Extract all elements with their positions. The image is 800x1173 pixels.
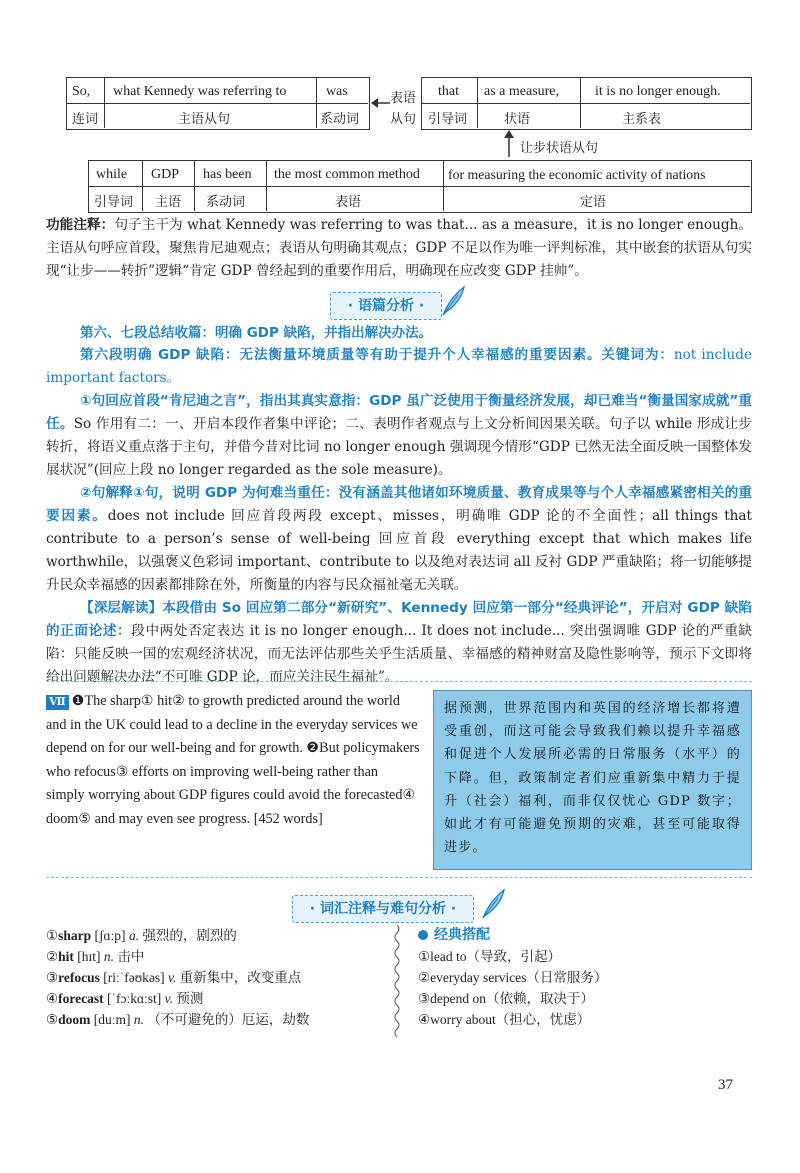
- collocation-item: ③depend on（依赖，取决于）: [418, 991, 594, 1006]
- diagram-role: 主系表: [622, 112, 662, 127]
- deep-reading-text: 段中两处否定表达 it is no longer enough... It does not include... 突出强调唯 GDP 论的严重缺陷：只能反映一国的宏观经济状况，而无法评估那些关乎生活质量、幸福感的精神财富及隐性影响等，预示下文即将给出问题解决办法“不可唯 GDP 论，而应关注民生福祉”。: [46, 623, 752, 685]
- analysis-s2-text: does not include 回应首段两段 except、misses，明确唯 GDP 论的不全面性；all things that contribute to a person’s sense of well-being 回应首段 everything except that which makes life worthwhile，以强褒义色彩词 important、contribute to 以及绝对表达词 all 反衬 GDP 严重缺陷；将一切能够提升民众幸福感的因素都排除在外，所衡量的内容与民众福祉毫无关联。: [46, 508, 752, 593]
- page-number: 37: [718, 1077, 733, 1093]
- diagram-word: as a measure,: [484, 84, 560, 99]
- diagram-word: was: [326, 84, 348, 99]
- diagram-word: the most common method: [274, 167, 420, 182]
- analysis-sentence-1: [46, 390, 752, 482]
- deep-reading-bold: 【深层解读】本段借由 So 回应第二部分“新研究”、Kennedy 回应第一部分“经典评论”，开启对 GDP 缺陷的正面论述：: [46, 600, 752, 639]
- diagram-role: 系动词: [320, 112, 360, 127]
- translation-text: 据预测，世界范围内和英国的经济增长都将遭受重创，而这可能会导致我们赖以提升幸福感和促进个人发展所必需的日常服务（水平）的下降。但，政策制定者们应重新集中精力于提升（社会）福利，而非仅仅忧心 GDP 数字；如此才有可能避免预期的灾难，甚至可能取得进步。: [444, 701, 741, 856]
- diagram-word: GDP: [151, 167, 180, 182]
- collocations-title: 经典搭配: [434, 927, 490, 943]
- vocab-list: [46, 925, 309, 1030]
- diagram-word: it is no longer enough.: [595, 84, 721, 99]
- concession-clause-label: 让步状语从句: [520, 141, 599, 156]
- predicative-clause-label-2: 从句: [390, 112, 417, 127]
- function-note-label: 功能注释：: [46, 217, 115, 233]
- deep-reading: [46, 597, 752, 689]
- diagram-role: 系动词: [206, 195, 246, 210]
- vocab-item: ③refocus [riːˈfəʊkəs] v. 重新集中，改变重点: [46, 970, 302, 985]
- vocab-item: ⑤doom [duːm] n. （不可避免的）厄运，劫数: [46, 1012, 310, 1027]
- function-note: [46, 214, 752, 283]
- divider: [46, 681, 752, 682]
- analysis-paragraph-6: [46, 344, 752, 390]
- diagram-role: 状语: [504, 112, 531, 127]
- predicative-clause-label: 表语: [390, 91, 417, 106]
- translation-box: [433, 690, 752, 870]
- collocation-item: ②everyday services（日常服务）: [418, 970, 608, 985]
- diagram-role: 主语: [155, 195, 182, 210]
- diagram-role: 连词: [72, 112, 99, 127]
- diagram-word: what Kennedy was referring to: [113, 84, 287, 99]
- passage-text: ❶The sharp① hit② to growth predicted around the world and in the UK could lead to a decline in the everyday services we depend on for our well-being and for growth. ❷But policymakers who refocus③ efforts on improving well-being rather than simply worrying about GDP figures could avoid the forecasted④ doom⑤ and may even see progress. [452 words]: [46, 693, 420, 827]
- analysis-p6-bold: 第六段明确 GDP 缺陷：无法衡量环境质量等有助于提升个人幸福感的重要因素。关键词为：: [80, 347, 674, 363]
- passage-paragraph-7: [46, 690, 420, 831]
- analysis-summary-text: 第六、七段总结收篇：明确 GDP 缺陷，并指出解决办法。: [80, 325, 433, 341]
- quill-pen-icon: [480, 888, 506, 920]
- diagram-word: has been: [203, 167, 252, 182]
- keyword-text: not include important factors: [46, 347, 752, 386]
- quill-pen-icon: [440, 285, 466, 317]
- arrow-left-icon: [370, 96, 392, 110]
- collocation-item: ④worry about（担心，忧虑）: [418, 1012, 591, 1027]
- vocab-item: ②hit [hɪt] n. 击中: [46, 949, 145, 964]
- diagram-role: 引导词: [428, 112, 468, 127]
- diagram-role: 引导词: [94, 195, 134, 210]
- collocation-item: ①lead to（导致，引起）: [418, 949, 561, 964]
- diagram-role: 表语: [335, 195, 362, 210]
- diagram-role: 定语: [580, 195, 607, 210]
- analysis-s1-text: So 作用有二：一、开启本段作者集中评论；二、表明作者观点与上文分析间因果关联。句子以 while 形成让步转折，将语义重点落于主句，并借今昔对比词 no longer enough 强调现今情形“GDP 已然无法全面反映一国整体发展状况”(回应上段 no longer regarded as the sole measure)。: [46, 416, 752, 478]
- analysis-s1-bold-2: GDP 虽广泛使用于衡量经济发展，却已难当“衡量国家成就”重任。: [46, 393, 752, 432]
- section-heading-discourse: · 语篇分析 ·: [330, 292, 442, 320]
- collocations: [418, 925, 607, 1030]
- diagram-word: while: [96, 167, 128, 182]
- analysis-s2-bold: ②句解释①句，说明 GDP 为何难当重任：没有涵盖其他诸如环境质量、教育成果等与个人幸福感紧密相关的重要因素。: [46, 485, 752, 524]
- analysis-p6-end: 。: [166, 370, 181, 386]
- divider: [46, 877, 752, 878]
- function-note-text: 句子主干为 what Kennedy was referring to was that... as a measure，it is no longer enough。主语从句呼应首段，聚焦肯尼迪观点；表语从句明确其观点；GDP 不足以作为唯一评判标准，其中嵌套的状语从句实现“让步——转折”逻辑“肯定 GDP 曾经起到的重要作用后，明确现在应改变 GDP 挂帅”。: [46, 217, 752, 279]
- arrow-up-icon: [502, 129, 516, 159]
- diagram-word: So,: [72, 84, 91, 99]
- diagram-role: 主语从句: [178, 112, 231, 127]
- analysis-s1-bold: ①句回应首段“肯尼迪之言”，指出其真实意指：: [80, 393, 370, 409]
- paragraph-number-badge: Ⅶ: [46, 695, 69, 710]
- vocab-item: ①sharp [ʃɑːp] a. 强烈的，剧烈的: [46, 928, 237, 943]
- bullet-dot-icon: [418, 930, 428, 940]
- diagram-word: for measuring the economic activity of nations: [448, 167, 706, 182]
- analysis-summary: [80, 322, 760, 345]
- section-heading-vocab: · 词汇注释与难句分析 ·: [292, 895, 474, 923]
- diagram-word: that: [438, 84, 459, 99]
- vocab-item: ④forecast [ˈfɔːkɑːst] v. 预测: [46, 991, 204, 1006]
- wavy-divider: [392, 925, 402, 1037]
- analysis-sentence-2: [46, 482, 752, 597]
